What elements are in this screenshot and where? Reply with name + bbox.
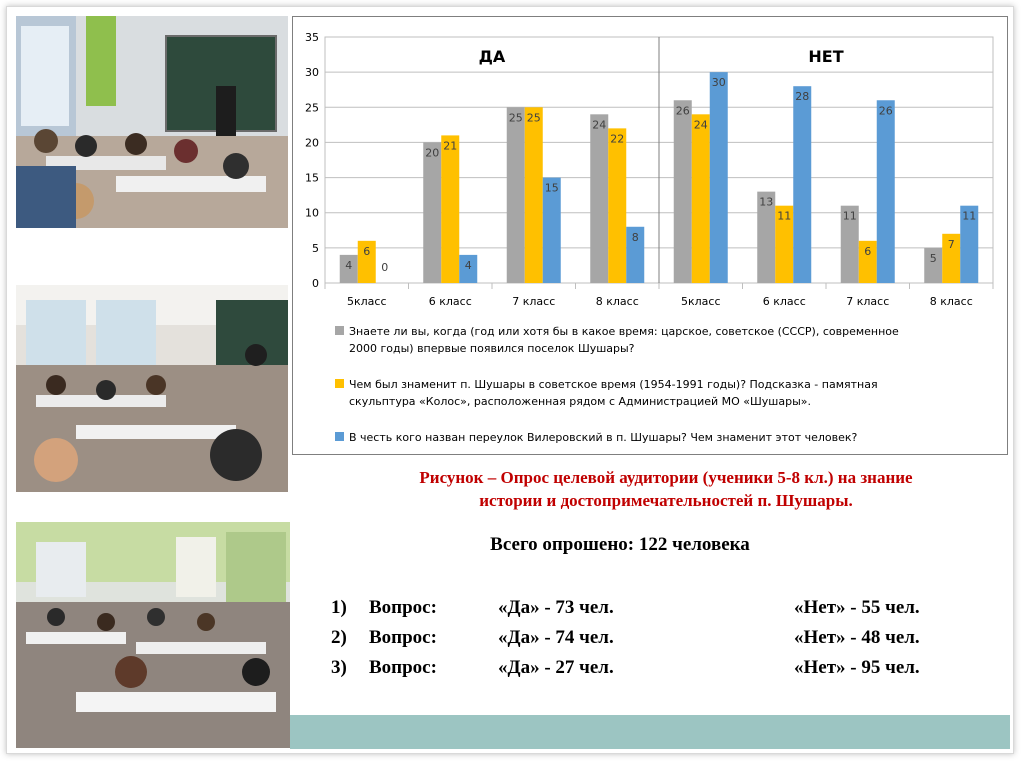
caption-line-2: истории и достопримечательностей п. Шушары. <box>479 491 853 510</box>
classroom-photo-2 <box>16 285 288 492</box>
data-label: 4 <box>345 258 353 272</box>
data-label: 25 <box>508 111 523 125</box>
question-label: Вопрос: <box>369 597 437 618</box>
legend-entry: скульптура «Колос», расположенная рядом с Администрацией МО «Шушары». <box>349 395 811 408</box>
legend-swatch <box>335 326 344 335</box>
data-label: 13 <box>759 195 774 209</box>
data-label: 11 <box>842 209 857 223</box>
question-number: 2) <box>331 627 347 648</box>
y-tick-label: 15 <box>305 171 319 185</box>
question-label: Вопрос: <box>369 657 437 678</box>
data-label: 24 <box>592 118 607 132</box>
x-tick-label: 7 класс <box>846 295 890 308</box>
legend-entry: В честь кого назван переулок Вилеровский в п. Шушары? Чем знаменит этот человек? <box>349 431 858 444</box>
chart-svg <box>293 17 1007 454</box>
y-tick-label: 0 <box>312 277 319 290</box>
classroom-photo-1 <box>16 16 288 228</box>
no-count: «Нет» - 55 чел. <box>794 597 920 618</box>
figure-caption <box>316 466 1016 512</box>
accent-band <box>290 715 1010 749</box>
survey-chart <box>292 16 1008 455</box>
yes-count: «Да» - 74 чел. <box>498 627 614 648</box>
question-row-2 <box>331 627 1011 653</box>
data-label: 8 <box>631 230 639 244</box>
x-tick-label: 8 класс <box>595 295 639 308</box>
y-tick-label: 25 <box>305 101 319 115</box>
y-tick-label: 10 <box>305 206 319 220</box>
data-label: 6 <box>864 244 872 258</box>
question-number: 1) <box>331 597 347 618</box>
legend-swatch <box>335 379 344 388</box>
data-label: 24 <box>693 118 708 132</box>
bar <box>525 107 543 283</box>
x-tick-label: 5класс <box>680 295 721 308</box>
x-tick-label: 7 класс <box>512 295 556 308</box>
data-label: 6 <box>363 244 371 258</box>
data-label: 7 <box>947 237 955 251</box>
data-label: 20 <box>425 146 440 160</box>
x-tick-label: 6 класс <box>428 295 472 308</box>
data-label: 30 <box>711 76 726 90</box>
legend-entry: 2000 годы) впервые появился поселок Шушары? <box>349 342 635 355</box>
data-label: 21 <box>443 139 458 153</box>
x-tick-label: 8 класс <box>929 295 973 308</box>
data-label: 28 <box>795 90 810 104</box>
x-tick-label: 5класс <box>346 295 387 308</box>
question-row-3 <box>331 657 1011 683</box>
total-respondents: Всего опрошено: 122 человека <box>490 534 750 555</box>
data-label: 26 <box>675 104 690 118</box>
question-number: 3) <box>331 657 347 678</box>
question-row-1 <box>331 597 1011 623</box>
data-label: 15 <box>544 181 559 195</box>
legend-entry: Знаете ли вы, когда (год или хотя бы в какое время: царское, советское (СССР), современное <box>349 325 899 338</box>
yes-count: «Да» - 27 чел. <box>498 657 614 678</box>
y-tick-label: 30 <box>305 66 319 80</box>
y-tick-label: 20 <box>305 136 319 150</box>
no-count: «Нет» - 95 чел. <box>794 657 920 678</box>
bar <box>877 100 895 283</box>
question-label: Вопрос: <box>369 627 437 648</box>
data-label: 26 <box>878 104 893 118</box>
caption-line-1: Рисунок – Опрос целевой аудитории (ученики 5-8 кл.) на знание <box>419 468 913 487</box>
y-tick-label: 35 <box>305 31 319 44</box>
no-count: «Нет» - 48 чел. <box>794 627 920 648</box>
bar <box>692 114 710 283</box>
bar <box>793 86 811 283</box>
bar <box>507 107 525 283</box>
data-label: 4 <box>464 258 472 272</box>
group-title: ДА <box>478 47 506 66</box>
data-label: 5 <box>929 251 937 265</box>
y-tick-label: 5 <box>312 241 319 255</box>
bar <box>710 72 728 283</box>
data-label: 11 <box>962 209 977 223</box>
x-tick-label: 6 класс <box>762 295 806 308</box>
legend-swatch <box>335 432 344 441</box>
bar <box>423 142 441 283</box>
data-label: 22 <box>610 132 625 146</box>
data-label: 0 <box>381 261 389 274</box>
bar <box>674 100 692 283</box>
legend-entry: Чем был знаменит п. Шушары в советское время (1954-1991 годы)? Подсказка - памятная <box>349 378 878 391</box>
bar <box>608 128 626 283</box>
data-label: 25 <box>526 111 541 125</box>
classroom-photo-3 <box>16 522 290 748</box>
yes-count: «Да» - 73 чел. <box>498 597 614 618</box>
data-label: 11 <box>777 209 792 223</box>
bar <box>590 114 608 283</box>
group-title: НЕТ <box>808 47 844 66</box>
bar <box>441 135 459 283</box>
